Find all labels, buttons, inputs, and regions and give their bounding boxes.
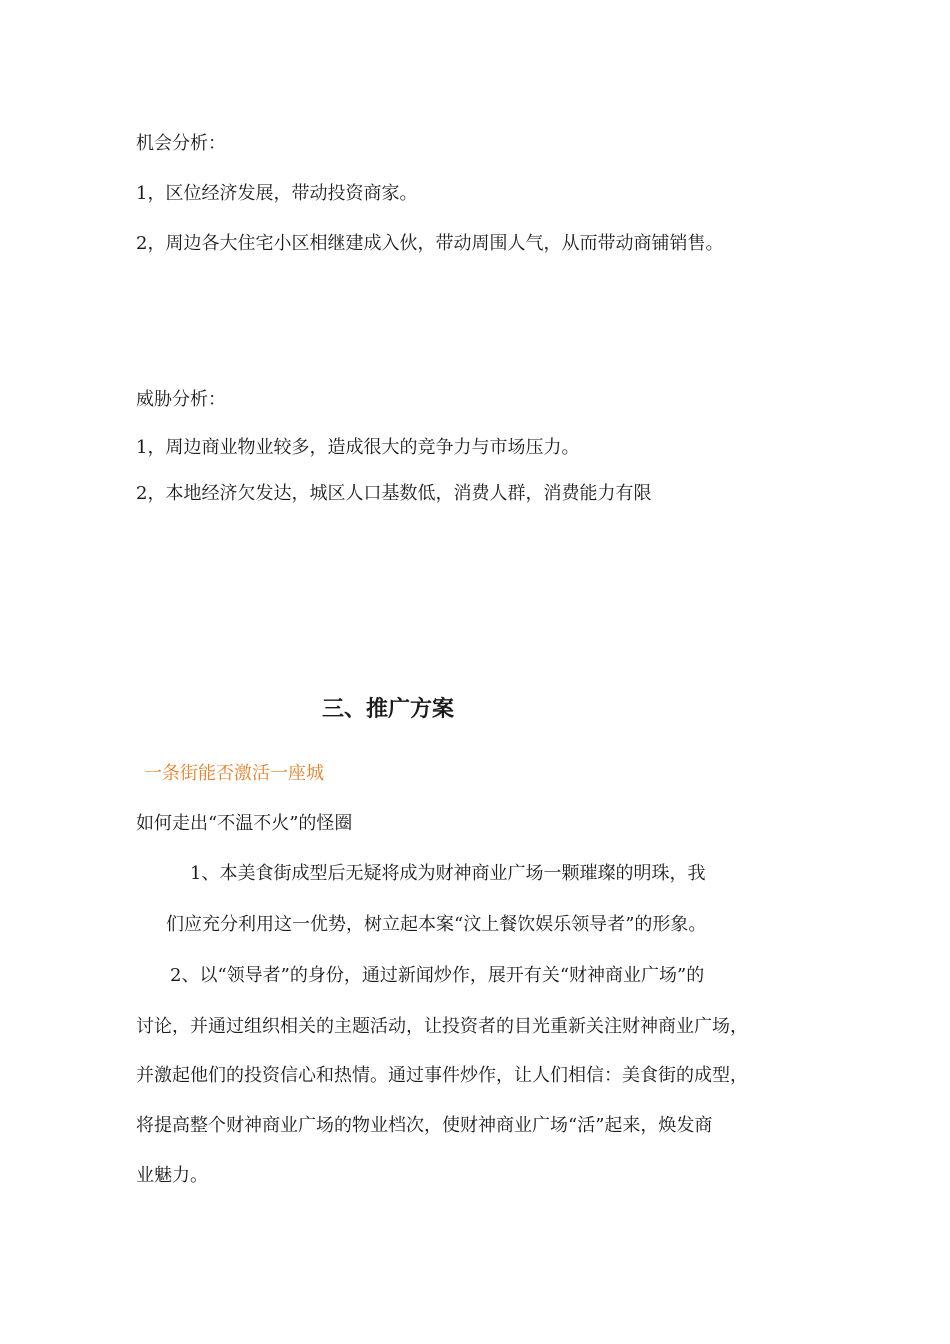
paragraph-2-line-5: 业魅力。: [136, 1165, 208, 1186]
opportunity-item-1: 1，区位经济发展，带动投资商家。: [136, 183, 418, 204]
section-subtitle: 一条街能否激活一座城: [144, 763, 324, 784]
paragraph-2-line-3: 并激起他们的投资信心和热情。通过事件炒作，让人们相信：美食街的成型，: [136, 1065, 748, 1086]
threat-title: 威胁分析：: [136, 389, 226, 410]
section-question: 如何走出“不温不火”的怪圈: [136, 813, 353, 834]
paragraph-2-line-2: 讨论，并通过组织相关的主题活动，让投资者的目光重新关注财神商业广场，: [136, 1016, 748, 1037]
paragraph-2-line-1: 2、以“领导者”的身份，通过新闻炒作，展开有关“财神商业广场”的: [170, 965, 705, 986]
paragraph-2-line-4: 将提高整个财神商业广场的物业档次，使财神商业广场“活”起来，焕发商: [136, 1115, 713, 1136]
paragraph-1-line-2: 们应充分利用这一优势，树立起本案“汶上餐饮娱乐领导者”的形象。: [166, 914, 707, 935]
opportunity-title: 机会分析：: [136, 133, 226, 154]
threat-item-2: 2，本地经济欠发达，城区人口基数低，消费人群，消费能力有限: [136, 483, 652, 504]
opportunity-item-2: 2，周边各大住宅小区相继建成入伙，带动周围人气，从而带动商铺销售。: [136, 233, 724, 254]
paragraph-1-line-1: 1、本美食街成型后无疑将成为财神商业广场一颗璀璨的明珠，我: [190, 863, 706, 884]
threat-item-1: 1，周边商业物业较多，造成很大的竞争力与市场压力。: [136, 437, 580, 458]
section-heading: 三、推广方案: [322, 697, 455, 722]
